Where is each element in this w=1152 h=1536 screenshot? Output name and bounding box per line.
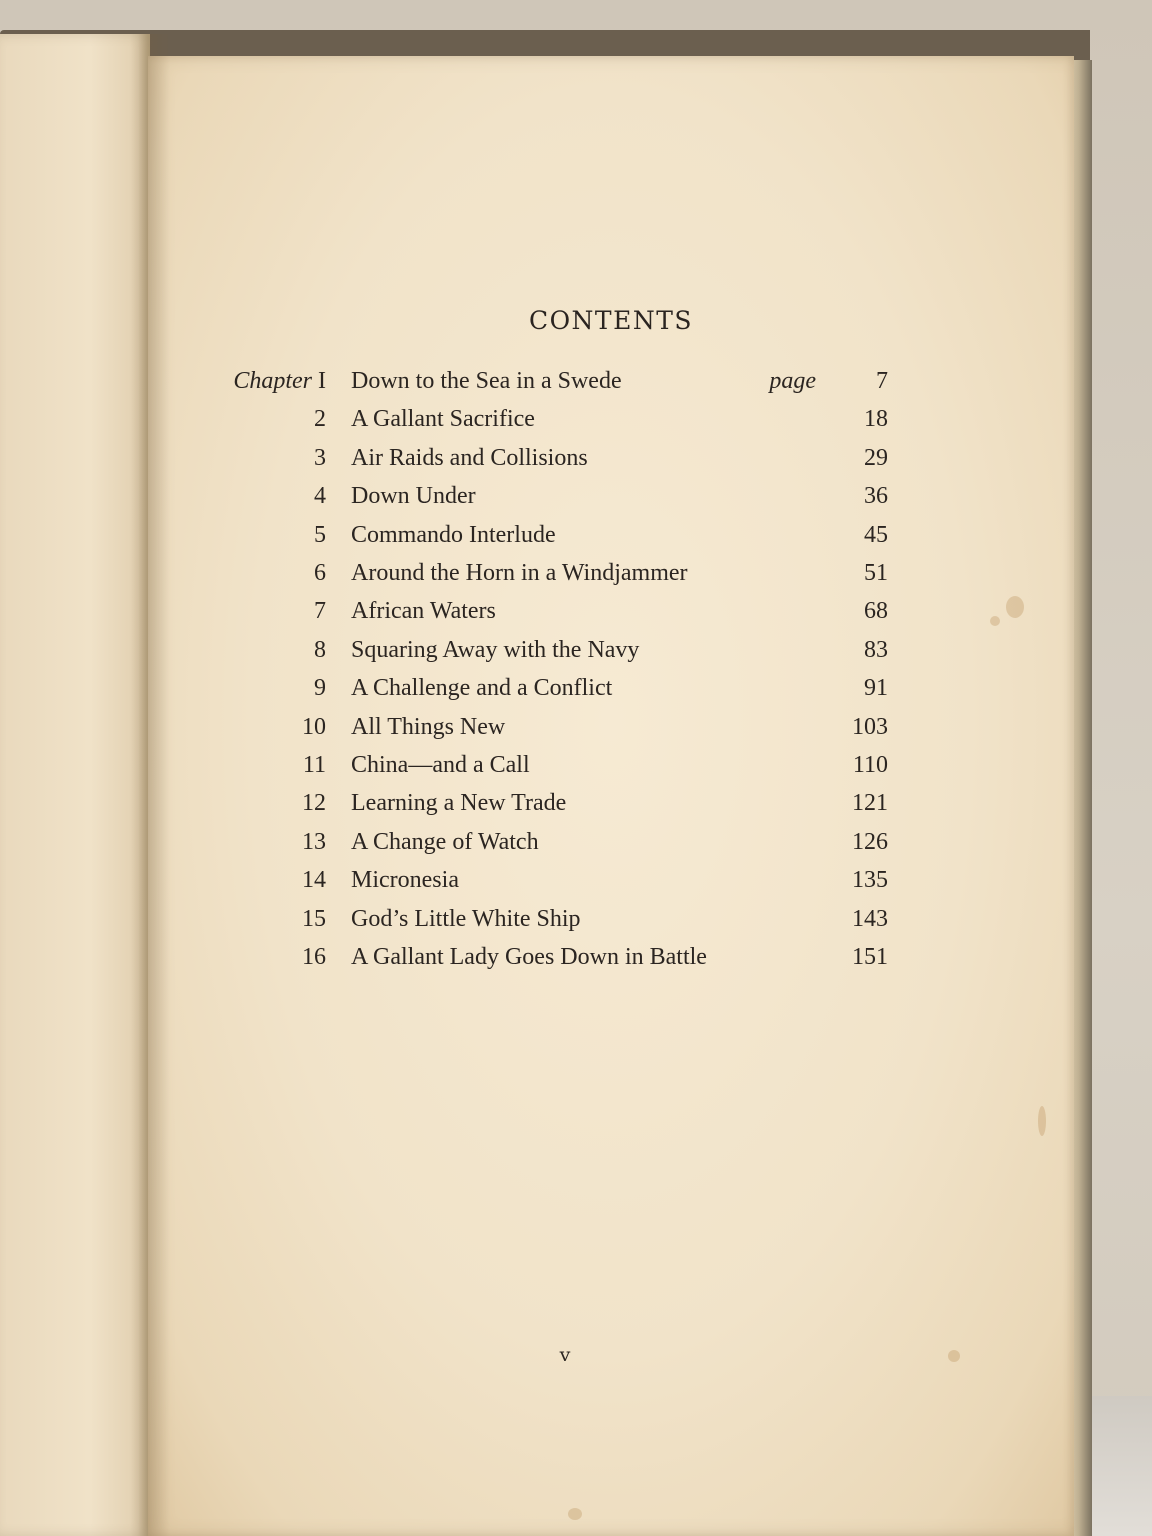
page-number: 29 (864, 444, 888, 471)
toc-entry (148, 445, 1074, 481)
page-number: 36 (864, 483, 888, 510)
toc-entry (148, 944, 1074, 980)
chapter-number: 6 (314, 560, 326, 586)
chapter-label-and-number (233, 368, 326, 395)
chapter-number: 4 (314, 483, 326, 510)
chapter-title: Commando Interlude (351, 521, 556, 548)
page-number: 18 (864, 406, 888, 433)
page-number: 151 (852, 944, 888, 970)
chapter-title: China—and a Call (351, 752, 530, 778)
toc-entry (148, 522, 1074, 558)
page-number: 103 (852, 713, 888, 740)
chapter-number: 5 (314, 521, 326, 548)
chapter-number: 7 (314, 598, 326, 625)
chapter-title: A Challenge and a Conflict (351, 675, 613, 702)
toc-entry (148, 790, 1074, 826)
toc-entry (148, 752, 1074, 788)
chapter-number: 16 (302, 944, 326, 970)
foxing-spot (568, 1508, 582, 1520)
chapter-number: 15 (302, 905, 326, 932)
toc-entry (148, 714, 1074, 750)
page-number: 121 (852, 790, 888, 817)
toc-entry (148, 483, 1074, 519)
page-number: 51 (864, 560, 888, 586)
toc-entry (148, 406, 1074, 442)
chapter-title: Micronesia (351, 867, 459, 894)
chapter-number: 2 (314, 406, 326, 433)
page-number: 83 (864, 636, 888, 663)
toc-entry (148, 637, 1074, 673)
foxing-spot (1038, 1106, 1046, 1136)
toc-entry (148, 906, 1074, 942)
chapter-title: Air Raids and Collisions (351, 444, 588, 471)
chapter-title: A Gallant Lady Goes Down in Battle (351, 944, 707, 970)
page-number: 91 (864, 675, 888, 702)
chapter-title: Down to the Sea in a Swede (351, 368, 622, 394)
chapter-title: Down Under (351, 483, 476, 510)
chapter-number: 11 (302, 752, 326, 778)
page-number: 135 (852, 867, 888, 894)
left-page (0, 34, 150, 1536)
page-number: 110 (852, 752, 888, 778)
chapter-number: 8 (314, 636, 326, 663)
toc-entry (148, 368, 1074, 404)
chapter-title: All Things New (351, 713, 506, 740)
chapter-number: 12 (302, 790, 326, 817)
toc-entry (148, 867, 1074, 903)
chapter-title: Learning a New Trade (351, 790, 567, 817)
chapter-title: A Change of Watch (351, 828, 539, 855)
page-word: page (769, 368, 816, 394)
chapter-number: 14 (302, 867, 326, 894)
page-number: 126 (852, 828, 888, 855)
page-number: 68 (864, 598, 888, 625)
chapter-number: 9 (314, 675, 326, 702)
chapter-title: African Waters (351, 598, 496, 625)
chapter-title: Around the Horn in a Windjammer (351, 560, 688, 586)
page-number: 45 (864, 521, 888, 548)
toc-entry (148, 829, 1074, 865)
chapter-number: 10 (302, 713, 326, 740)
page-number: 7 (876, 368, 888, 394)
chapter-title: Squaring Away with the Navy (351, 636, 640, 663)
toc-entry (148, 598, 1074, 634)
chapter-number: 3 (314, 444, 326, 471)
chapter-word: Chapter (233, 368, 312, 394)
contents-heading: CONTENTS (528, 306, 694, 335)
page-folio: v (559, 1344, 571, 1366)
toc-entry (148, 675, 1074, 711)
chapter-title: A Gallant Sacrifice (351, 406, 535, 433)
chapter-number: 13 (302, 828, 326, 855)
page-number: 143 (852, 905, 888, 932)
chapter-number: I (318, 368, 326, 394)
chapter-title: God’s Little White Ship (351, 905, 581, 932)
toc-entry (148, 560, 1074, 596)
